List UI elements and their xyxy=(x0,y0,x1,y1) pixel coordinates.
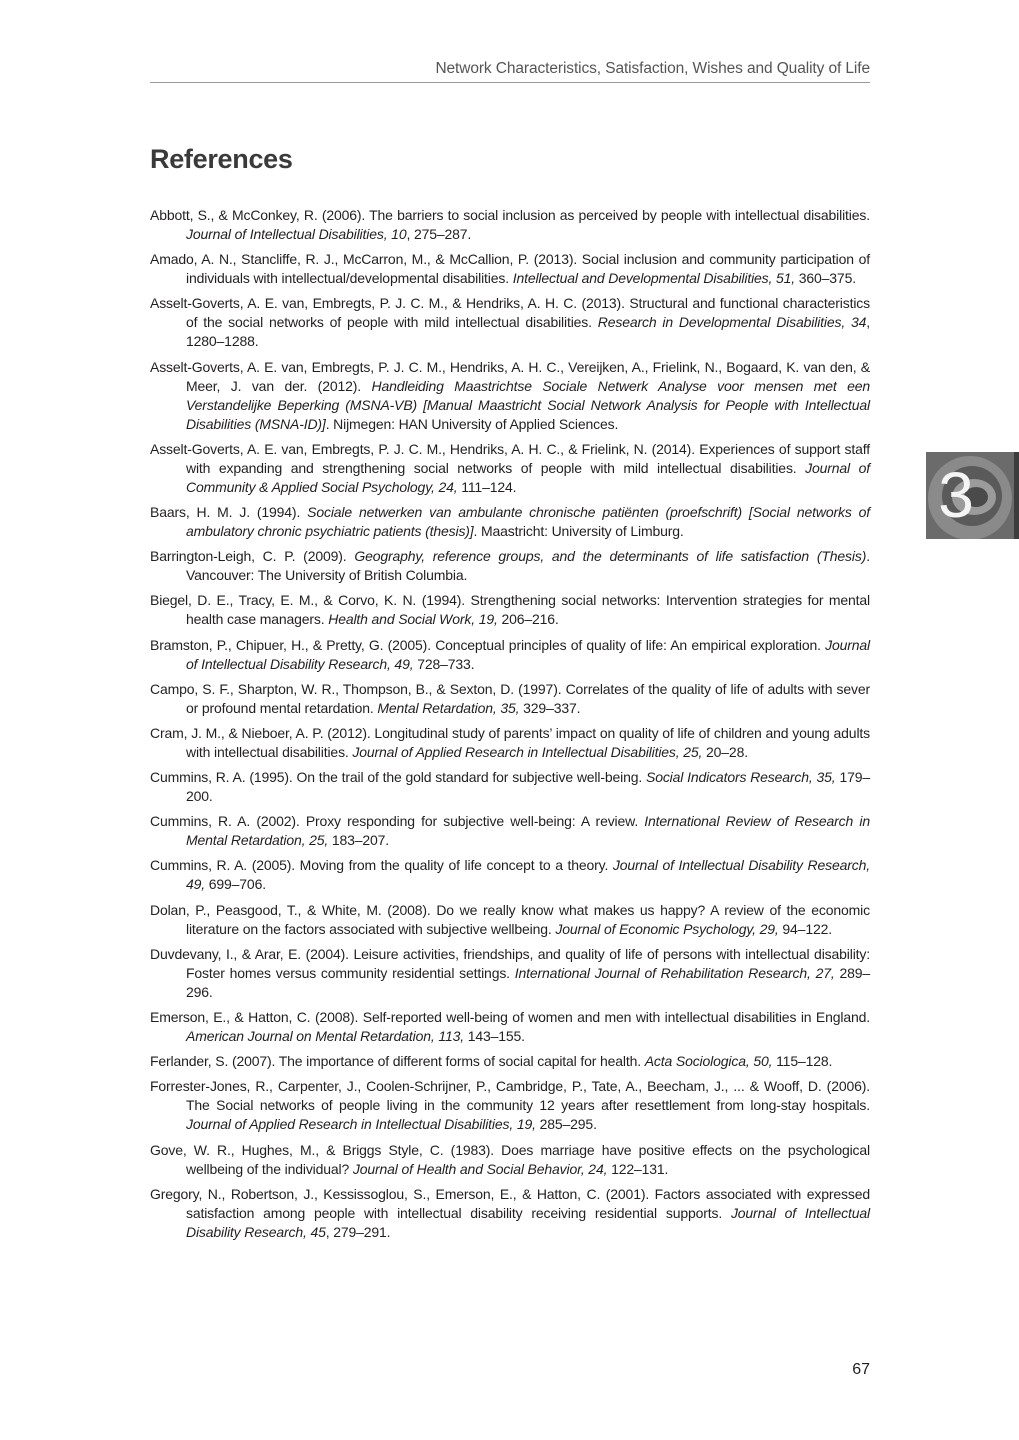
reference-source: Research in Developmental Disabilities, 34 xyxy=(597,314,867,331)
chapter-number: 3 xyxy=(938,459,974,531)
reference-source: Journal of Intellectual Disability Research, 49, xyxy=(186,636,870,672)
reference-item xyxy=(150,250,870,288)
reference-source: Journal of Applied Research in Intellectual Disabilities, 25, xyxy=(352,743,703,760)
reference-text: Gove, W. R., Hughes, M., & Briggs Style, C. (1983). Does marriage have positive effects on the psychological wellbeing of the individual? xyxy=(150,1141,870,1177)
reference-item xyxy=(150,1052,870,1071)
reference-source: Social Indicators Research, 35, xyxy=(646,769,836,786)
reference-source: International Journal of Rehabilitation Research, 27, xyxy=(514,964,835,981)
reference-source: American Journal on Mental Retardation, 113, xyxy=(186,1028,464,1044)
reference-item xyxy=(150,503,870,541)
reference-source: Journal of Health and Social Behavior, 24, xyxy=(352,1160,608,1177)
reference-item xyxy=(150,945,870,1002)
reference-pages: 329–337. xyxy=(519,699,581,716)
reference-pages: 183–207. xyxy=(328,832,390,849)
reference-item xyxy=(150,1008,870,1046)
reference-pages: . Nijmegen: HAN University of Applied Sciences. xyxy=(325,415,619,432)
reference-text: Cummins, R. A. (1995). On the trail of the gold standard for subjective well-being. xyxy=(150,769,646,786)
reference-item xyxy=(150,856,870,894)
reference-text: Cummins, R. A. (2002). Proxy responding for subjective well-being: A review. xyxy=(150,813,645,830)
page-number: 67 xyxy=(852,1361,870,1378)
reference-item xyxy=(150,680,870,718)
reference-text: Cummins, R. A. (2005). Moving from the quality of life concept to a theory. xyxy=(150,857,613,874)
reference-source: Handleiding Maastrichtse Sociale Netwerk Analyse voor mensen met een Verstandelijke Beperking (MSNA-VB) [Manual Maastricht Social Network Analysis for People with Intellectual Disabilities (MSNA-ID)] xyxy=(186,377,870,432)
reference-pages: . Maastricht: University of Limburg. xyxy=(473,522,684,539)
reference-text: Forrester-Jones, R., Carpenter, J., Coolen-Schrijner, P., Cambridge, P., Tate, A., Beecham, J., ... & Wooff, D. (2006). The Social networks of people living in the community 12 years after resettlement from long-stay hospitals. xyxy=(150,1078,870,1114)
reference-text: Dolan, P., Peasgood, T., & White, M. (2008). Do we really know what makes us happy? A review of the economic literature on the factors associated with subjective wellbeing. xyxy=(150,901,870,937)
reference-item xyxy=(150,206,870,244)
reference-pages: 179–200. xyxy=(186,769,870,805)
reference-pages: 285–295. xyxy=(535,1116,597,1133)
reference-item xyxy=(150,547,870,585)
reference-pages: 699–706. xyxy=(205,876,266,893)
reference-text: Duvdevany, I., & Arar, E. (2004). Leisure activities, friendships, and quality of life of persons with intellectual disability: Foster homes versus community residential settings. xyxy=(150,945,870,981)
reference-text: Barrington-Leigh, C. P. (2009). xyxy=(150,548,355,565)
reference-pages: 206–216. xyxy=(497,611,559,628)
running-header: Network Characteristics, Satisfaction, Wishes and Quality of Life xyxy=(435,60,870,77)
reference-text: Abbott, S., & McConkey, R. (2006). The barriers to social inclusion as perceived by people with intellectual disabilities. xyxy=(150,207,870,223)
reference-text: Asselt-Goverts, A. E. van, Embregts, P. J. C. M., Hendriks, A. H. C., & Frielink, N. (2014). Experiences of support staff with expanding and strengthening social networks of people with mild intellectual disabilities. xyxy=(150,440,870,476)
reference-text: Baars, H. M. J. (1994). xyxy=(150,503,308,520)
reference-pages: . Vancouver: The University of British Columbia. xyxy=(186,548,870,584)
reference-item xyxy=(150,1141,870,1179)
reference-pages: 94–122. xyxy=(778,920,832,937)
reference-pages: 289–296. xyxy=(186,964,870,1000)
reference-pages: , 275–287. xyxy=(406,226,472,242)
reference-text: Gregory, N., Robertson, J., Kessissoglou, S., Emerson, E., & Hatton, C. (2001). Factors associated with expressed satisfaction among people with intellectual disability receiving residential supports. xyxy=(150,1185,870,1221)
chapter-tab xyxy=(926,452,1019,539)
reference-item xyxy=(150,636,870,674)
reference-text: Amado, A. N., Stancliffe, R. J., McCarron, M., & McCallion, P. (2013). Social inclusion and community participation of individuals with intellectual/developmental disabilities. xyxy=(150,251,870,287)
reference-source: Intellectual and Developmental Disabilities, 51, xyxy=(512,270,796,287)
reference-source: Sociale netwerken van ambulante chronische patiënten (proefschrift) [Social networks of ambulatory chronic psychiatric patients (thesis)] xyxy=(186,503,870,539)
reference-item xyxy=(150,294,870,351)
reference-item xyxy=(150,1185,870,1242)
reference-source: Journal of Intellectual Disability Research, 49, xyxy=(186,857,870,893)
reference-pages: 360–375. xyxy=(795,270,856,287)
reference-pages: 122–131. xyxy=(607,1160,669,1177)
reference-source: Journal of Economic Psychology, 29, xyxy=(555,920,779,937)
reference-item xyxy=(150,1077,870,1134)
reference-source: Acta Sociologica, 50, xyxy=(644,1053,773,1070)
reference-pages: 115–128. xyxy=(772,1053,833,1070)
reference-pages: , 279–291. xyxy=(325,1223,391,1240)
reference-text: Bramston, P., Chipuer, H., & Pretty, G. (2005). Conceptual principles of quality of life: An empirical exploration. xyxy=(150,636,826,653)
reference-source: Journal of Applied Research in Intellectual Disabilities, 19, xyxy=(186,1116,536,1133)
reference-item xyxy=(150,724,870,762)
reference-item xyxy=(150,440,870,497)
reference-item xyxy=(150,901,870,939)
reference-text: Emerson, E., & Hatton, C. (2008). Self-reported well-being of women and men with intellectual disabilities in England. xyxy=(150,1009,870,1025)
reference-source: Mental Retardation, 35, xyxy=(377,699,520,716)
reference-text: Asselt-Goverts, A. E. van, Embregts, P. J. C. M., Hendriks, A. H. C., Vereijken, A., Frielink, N., Bogaard, K. van den, & Meer, J. van der. (2012). xyxy=(150,358,870,394)
reference-pages: 111–124. xyxy=(457,478,517,495)
reference-source: Geography, reference groups, and the determinants of life satisfaction (Thesis) xyxy=(354,548,867,565)
reference-item xyxy=(150,358,870,434)
reference-pages: 143–155. xyxy=(463,1028,525,1044)
reference-text: Cram, J. M., & Nieboer, A. P. (2012). Longitudinal study of parents’ impact on quality of life of children and young adults with intellectual disabilities. xyxy=(150,724,870,760)
section-title: References xyxy=(150,144,293,174)
reference-item xyxy=(150,591,870,629)
reference-source: Journal of Community & Applied Social Psychology, 24, xyxy=(186,459,870,495)
reference-text: Campo, S. F., Sharpton, W. R., Thompson, B., & Sexton, D. (1997). Correlates of the quality of life of adults with sever or profound mental retardation. xyxy=(150,680,870,716)
reference-source: Journal of Intellectual Disability Research, 45 xyxy=(186,1204,870,1240)
reference-text: Ferlander, S. (2007). The importance of different forms of social capital for health. xyxy=(150,1053,645,1070)
header-divider xyxy=(150,82,870,83)
reference-pages: 20–28. xyxy=(702,743,748,760)
reference-item xyxy=(150,812,870,850)
reference-item xyxy=(150,768,870,806)
reference-pages: 728–733. xyxy=(413,655,475,672)
reference-list xyxy=(150,206,870,1248)
reference-text: Biegel, D. E., Tracy, E. M., & Corvo, K. N. (1994). Strengthening social networks: Intervention strategies for mental health case managers. xyxy=(150,592,870,628)
reference-text: Asselt-Goverts, A. E. van, Embregts, P. J. C. M., & Hendriks, A. H. C. (2013). Structural and functional characteristics of the social networks of people with mild intellectual disabilities. xyxy=(150,295,870,331)
reference-source: International Review of Research in Mental Retardation, 25, xyxy=(186,813,870,849)
reference-source: Journal of Intellectual Disabilities, 10 xyxy=(186,226,407,242)
reference-pages: , 1280–1288. xyxy=(186,314,870,350)
reference-source: Health and Social Work, 19, xyxy=(328,611,498,628)
